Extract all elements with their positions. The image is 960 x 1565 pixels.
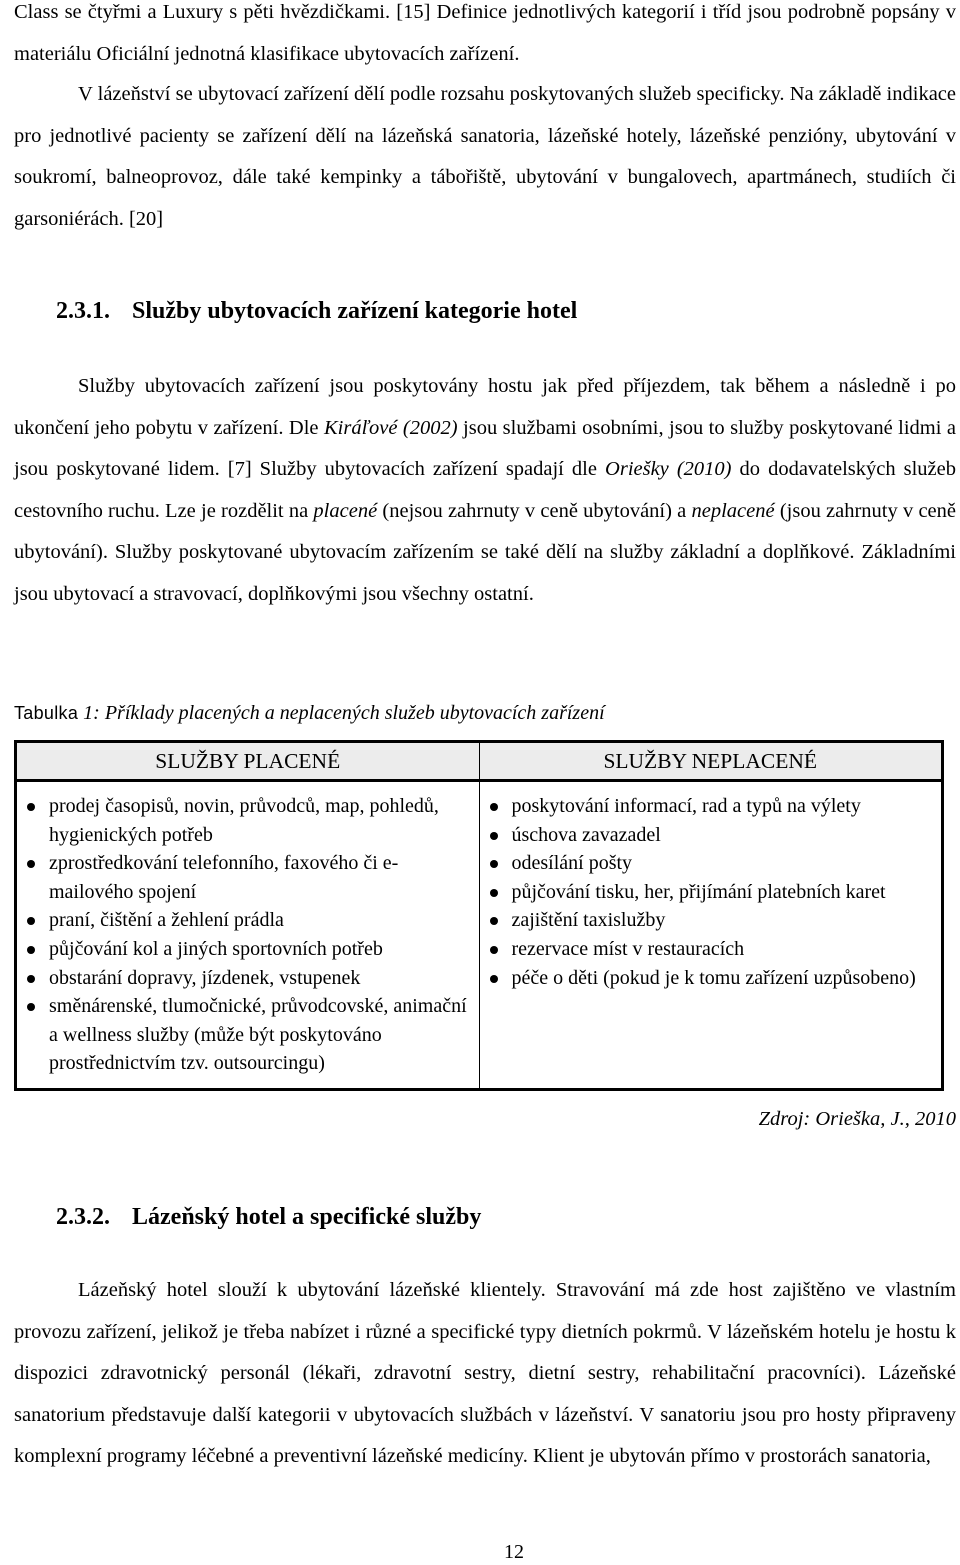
paid-services-cell — [16, 781, 480, 1090]
list-item: péče o děti (pokud je k tomu zařízení uzpůsobeno) — [488, 964, 934, 993]
table-source: Zdroj: Orieška, J., 2010 — [758, 1108, 956, 1130]
text-run: (nejsou zahrnuty v ceně ubytování) a — [377, 499, 692, 522]
section-2-paragraph: Lázeňský hotel slouží k ubytování lázeňské klientely. Stravování má zde host zajištěno ve vlastním provozu zařízení, jelikož je třeba nabízet i různé a specifické typy dietních pokrmů. V lázeňském hotelu je hostu k dispozici zdravotnický personál (lékaři, zdravotní sestry, dietní sestry, rehabilitační pracovníci). Lázeňské sanatorium představuje další kategorii v ubytovacích službách v lázeňství. V sanatoriu jsou pro hosty připraveny komplexní programy léčebné a preventivní lázeňské medicíny. Klient je ubytován přímo v prostorách sanatoria, — [14, 1279, 956, 1467]
list-item: úschova zavazadel — [488, 821, 934, 850]
caption-text: 1: Příklady placených a neplacených služeb ubytovacích zařízení — [83, 702, 605, 724]
text-run: Služby ubytovacích zařízení jsou poskytovány hostu jak před příjezdem, tak během a následně i po ukončení jeho pobytu v zařízení. Dle — [14, 375, 956, 439]
table-caption — [14, 702, 605, 725]
text-run: (jsou zahrnuty v ceně ubytování). Služby poskytované ubytovacím zařízením se také dělí na služby základní a doplňkové. Základními jsou ubytovací a stravovací, doplňkovými jsou všechny ostatní. — [14, 499, 956, 605]
list-item: půjčování kol a jiných sportovních potřeb — [25, 935, 471, 964]
intro-paragraph-continuation: Class se čtyřmi a Luxury s pěti hvězdičkami. [15] Definice jednotlivých kategorií i tříd jsou podrobně popsány v materiálu Oficiální jednotná klasifikace ubytovacích zařízení. — [14, 1, 956, 65]
list-item: směnárenské, tlumočnické, průvodcovské, animační a wellness služby (může být poskytováno prostřednictvím tzv. outsourcingu) — [25, 992, 471, 1078]
text-run: jsou službami osobními, jsou to služby poskytované lidmi a jsou poskytované lidem. [7] Služby ubytovacích zařízení spadají dle — [14, 416, 956, 480]
emphasis: placené — [313, 499, 378, 522]
list-item: praní, čištění a žehlení prádla — [25, 906, 471, 935]
list-item: poskytování informací, rad a typů na výlety — [488, 792, 934, 821]
section-number: 2.3.1. — [56, 298, 110, 324]
emphasis: neplacené — [691, 499, 775, 522]
section-1-paragraph — [14, 366, 956, 615]
list-item: zajištění taxislužby — [488, 906, 934, 935]
section-title: Lázeňský hotel a specifické služby — [132, 1204, 482, 1230]
caption-label: Tabulka — [14, 703, 79, 723]
services-table — [14, 740, 944, 1091]
citation: Kiráľové (2002) — [323, 416, 458, 439]
column-header-unpaid: SLUŽBY NEPLACENÉ — [479, 742, 943, 781]
list-item: odesílání pošty — [488, 849, 934, 878]
section-title: Služby ubytovacích zařízení kategorie hotel — [132, 298, 578, 324]
text-run: do dodavatelských služeb cestovního ruchu. Lze je rozdělit na — [14, 458, 957, 522]
list-item: obstarání dopravy, jízdenek, vstupenek — [25, 964, 471, 993]
section-heading-2-3-2 — [56, 1204, 481, 1231]
unpaid-services-cell — [479, 781, 943, 1090]
list-item: rezervace míst v restauracích — [488, 935, 934, 964]
column-header-paid: SLUŽBY PLACENÉ — [16, 742, 480, 781]
section-number: 2.3.2. — [56, 1204, 110, 1230]
paid-services-list — [25, 792, 471, 1078]
intro-paragraph-spa: V lázeňství se ubytovací zařízení dělí podle rozsahu poskytovaných služeb specificky. Na základě indikace pro jednotlivé pacienty se zařízení dělí na lázeňská sanatoria, lázeňské hotely, lázeňské penzióny, ubytování v soukromí, balneoprovoz, dále také kempinky a tábořiště, ubytování v bungalovech, apartmánech, studiích či garsoniérách. [20] — [14, 83, 956, 230]
list-item: půjčování tisku, her, přijímání platebních karet — [488, 878, 934, 907]
list-item: prodej časopisů, novin, průvodců, map, pohledů, hygienických potřeb — [25, 792, 471, 849]
page-number: 12 — [504, 1541, 524, 1563]
citation: Oriešky (2010) — [605, 458, 732, 480]
list-item: zprostředkování telefonního, faxového či e-mailového spojení — [25, 849, 471, 906]
unpaid-services-list — [488, 792, 934, 992]
section-heading-2-3-1 — [56, 298, 577, 325]
